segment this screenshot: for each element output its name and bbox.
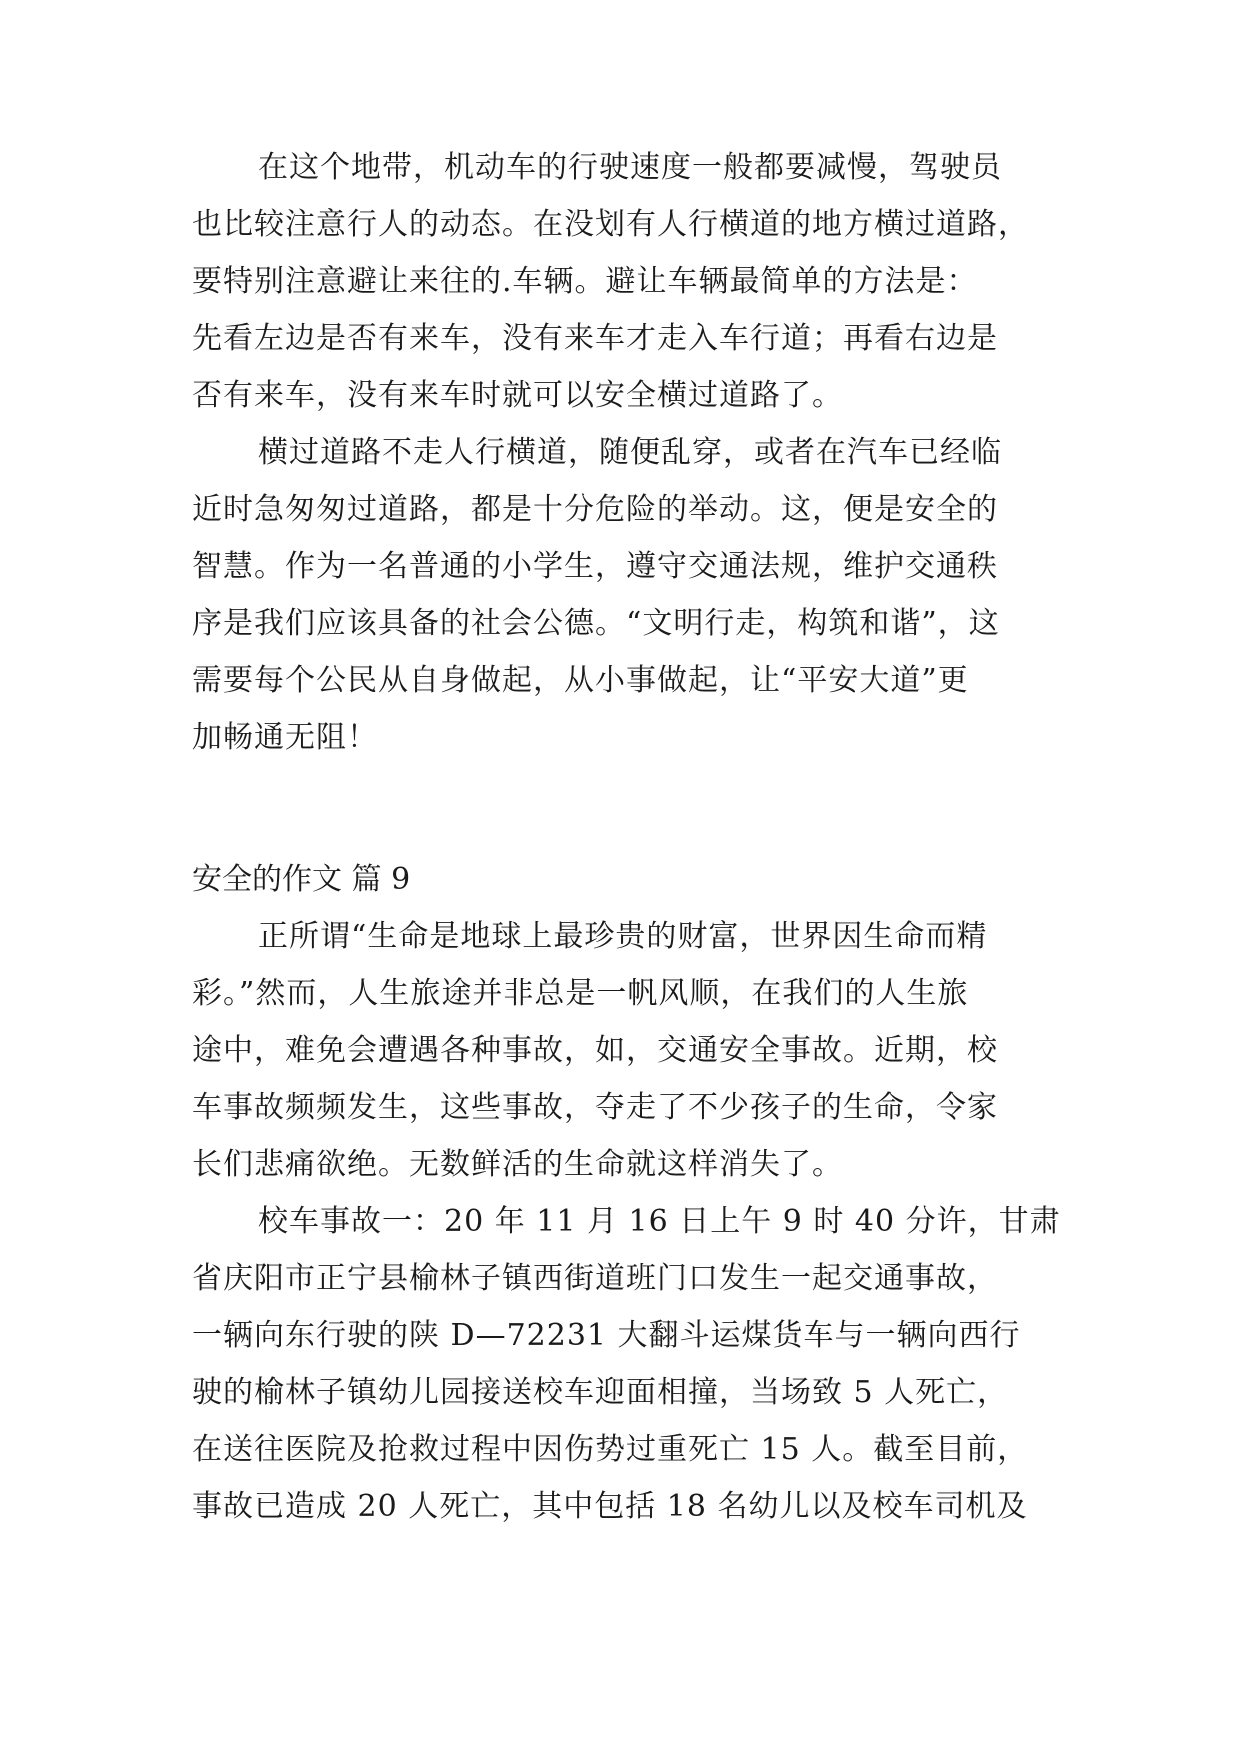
paragraph-line: 智慧。作为一名普通的小学生，遵守交通法规，维护交通秩	[192, 549, 998, 584]
paragraph-line: 校车事故一：20 年 11 月 16 日上午 9 时 40 分许，甘肃	[258, 1204, 1061, 1239]
paragraph-line: 途中，难免会遭遇各种事故，如，交通安全事故。近期，校	[192, 1033, 998, 1068]
paragraph-line: 彩。”然而，人生旅途并非总是一帆风顺，在我们的人生旅	[192, 976, 969, 1011]
paragraph-line: 长们悲痛欲绝。无数鲜活的生命就这样消失了。	[192, 1147, 843, 1182]
paragraph-line: 驶的榆林子镇幼儿园接送校车迎面相撞，当场致 5 人死亡，	[192, 1375, 1009, 1410]
paragraph-line: 正所谓“生命是地球上最珍贵的财富，世界因生命而精	[258, 919, 988, 954]
paragraph-line: 也比较注意行人的动态。在没划有人行横道的地方横过道路，	[192, 207, 1029, 242]
paragraph-line: 事故已造成 20 人死亡，其中包括 18 名幼儿以及校车司机及	[192, 1489, 1028, 1524]
paragraph-line: 在这个地带，机动车的行驶速度一般都要减慢，驾驶员	[258, 150, 1002, 185]
paragraph-line: 加畅通无阻！	[192, 720, 378, 755]
paragraph-line: 横过道路不走人行横道，随便乱穿，或者在汽车已经临	[258, 435, 1002, 470]
paragraph-line: 车事故频频发生，这些事故，夺走了不少孩子的生命，令家	[192, 1090, 998, 1125]
paragraph-line: 先看左边是否有来车，没有来车才走入车行道；再看右边是	[192, 321, 998, 356]
paragraph-line: 一辆向东行驶的陕 D—72231 大翻斗运煤货车与一辆向西行	[192, 1318, 1021, 1353]
paragraph-line: 序是我们应该具备的社会公德。“文明行走，构筑和谐”，这	[192, 606, 1000, 641]
paragraph-line: 否有来车，没有来车时就可以安全横过道路了。	[192, 378, 843, 413]
paragraph-line: 省庆阳市正宁县榆林子镇西街道班门口发生一起交通事故，	[192, 1261, 998, 1296]
section-heading: 安全的作文 篇 9	[192, 862, 411, 897]
paragraph-line: 在送往医院及抢救过程中因伤势过重死亡 15 人。截至目前，	[192, 1432, 1029, 1467]
paragraph-line: 要特别注意避让来往的.车辆。避让车辆最简单的方法是：	[192, 264, 978, 299]
paragraph-line: 近时急匆匆过道路，都是十分危险的举动。这，便是安全的	[192, 492, 998, 527]
paragraph-line: 需要每个公民从自身做起，从小事做起，让“平安大道”更	[192, 663, 969, 698]
